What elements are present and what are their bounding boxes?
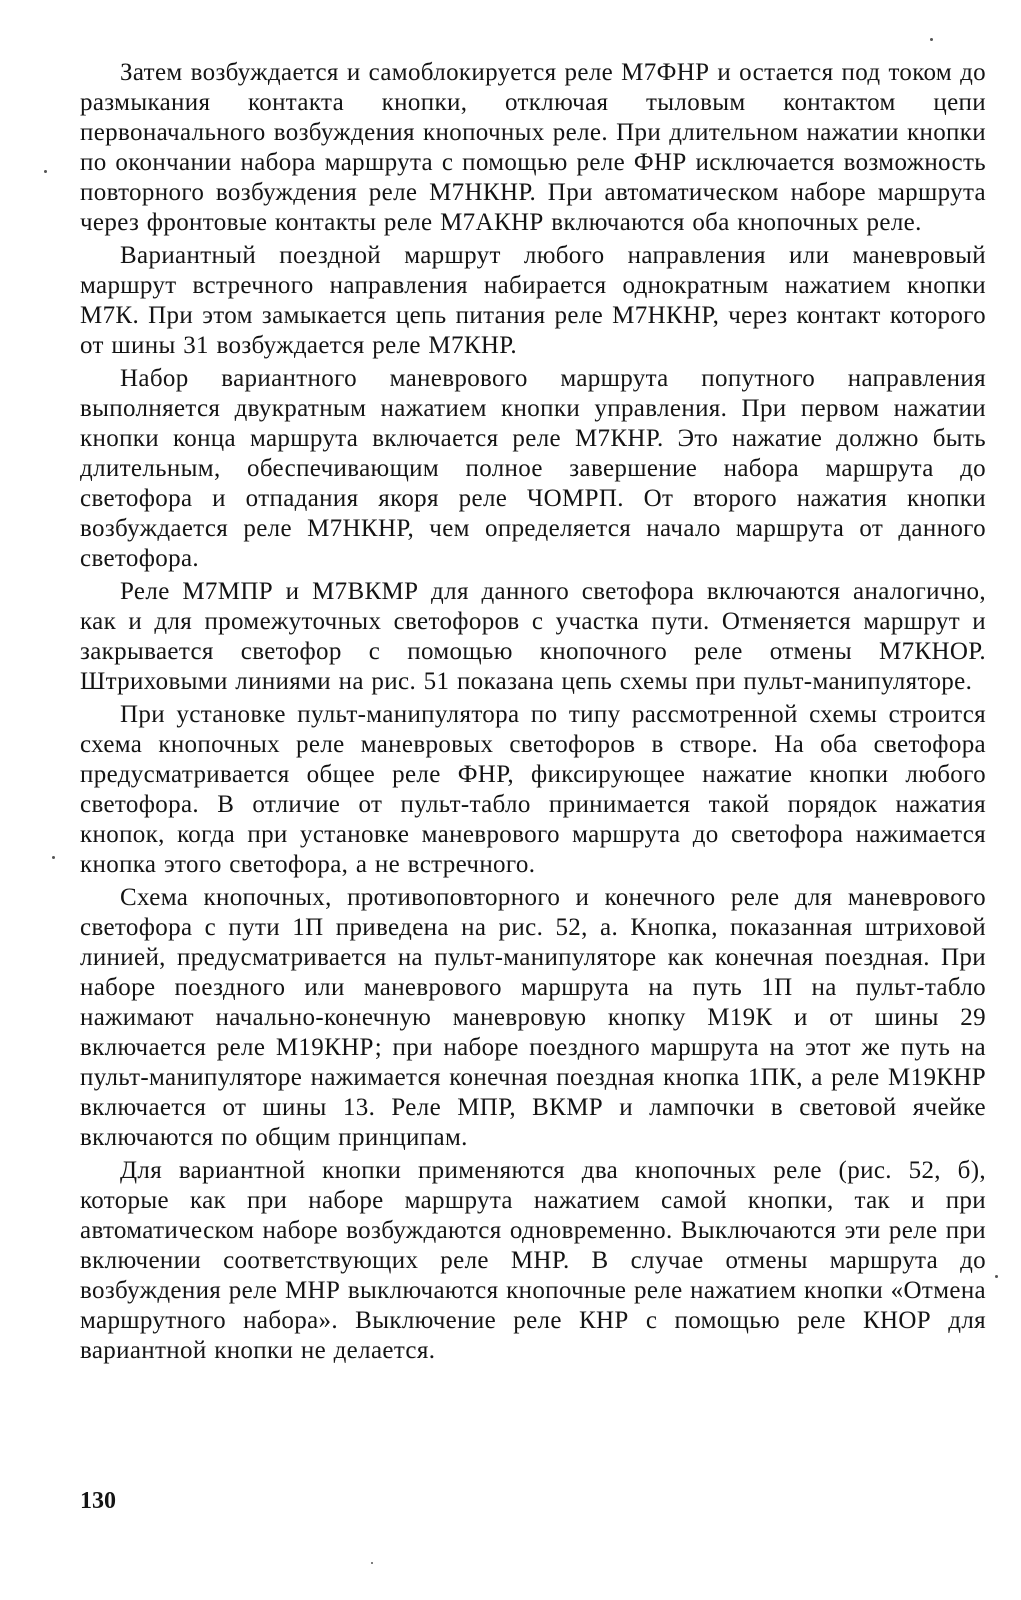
paragraph-2: Вариантный поездной маршрут любого направления или маневровый маршрут встречного направления набирается однократным нажатием кнопки М7К. При этом замыкается цепь питания реле М7НКНР, через контакт которого от шины 31 возбуждается реле М7КНР.	[80, 242, 986, 359]
paragraph-5: При установке пульт-манипулятора по типу рассмотренной схемы строится схема кнопочных реле маневровых светофоров в створе. На оба светофора предусматривается общее реле ФНР, фиксирующее нажатие кнопки любого светофора. В отличие от пульт-табло принимается такой порядок нажатия кнопок, когда при установке маневрового маршрута до светофора нажимается кнопка этого светофора, а не встречного.	[80, 701, 986, 878]
page-number: 130	[80, 1488, 116, 1514]
paragraph-7: Для вариантной кнопки применяются два кнопочных реле (рис. 52, б), которые как при наборе маршрута нажатием самой кнопки, так и при автоматическом наборе возбуждаются одновременно. Выключаются эти реле при включении соответствующих реле МНР. В случае отмены маршрута до возбуждения реле МНР выключаются кнопочные реле нажатием кнопки «Отмена маршрутного набора». Выключение реле КНР с помощью реле КНОР для вариантной кнопки не делается.	[80, 1157, 986, 1364]
paragraph-1: Затем возбуждается и самоблокируется реле М7ФНР и остается под током до размыкания контакта кнопки, отключая тыловым контактом цепи первоначального возбуждения кнопочных реле. При длительном нажатии кнопки по окончании набора маршрута с помощью реле ФНР исключается возможность повторного возбуждения реле М7НКНР. При автоматическом наборе маршрута через фронтовые контакты реле М7АКНР включаются оба кнопочных реле.	[80, 59, 986, 236]
scan-speck	[930, 38, 933, 41]
paragraph-3: Набор вариантного маневрового маршрута попутного направления выполняется двукратным нажатием кнопки управления. При первом нажатии кнопки конца маршрута включается реле М7КНР. Это нажатие должно быть длительным, обеспечивающим полное завершение набора маршрута до светофора и отпадания якоря реле ЧОМРП. От второго нажатия кнопки возбуждается реле М7НКНР, чем определяется начало маршрута от данного светофора.	[80, 365, 986, 572]
scan-speck	[52, 856, 55, 859]
scan-speck	[371, 1562, 373, 1564]
paragraph-4: Реле М7МПР и М7ВКМР для данного светофора включаются аналогично, как и для промежуточных светофоров с участка пути. Отменяется маршрут и закрывается светофор с помощью кнопочного реле отмены М7КНОР. Штриховыми линиями на рис. 51 показана цепь схемы при пульт-манипуляторе.	[80, 578, 986, 695]
paragraph-6: Схема кнопочных, противоповторного и конечного реле для маневрового светофора с пути 1П приведена на рис. 52, а. Кнопка, показанная штриховой линией, предусматривается на пульт-манипуляторе как конечная поездная. При наборе поездного или маневрового маршрута на путь 1П на пульт-табло нажимают начально-конечную маневровую кнопку М19К и от шины 29 включается реле М19КНР; при наборе поездного маршрута на этот же путь на пульт-манипуляторе нажимается конечная поездная кнопка 1ПК, а реле М19КНР включается от шины 13. Реле МПР, ВКМР и лампочки в световой ячейке включаются по общим принципам.	[80, 884, 986, 1151]
scan-speck	[995, 1275, 998, 1278]
scan-speck	[44, 170, 47, 173]
body-text	[80, 58, 986, 1369]
